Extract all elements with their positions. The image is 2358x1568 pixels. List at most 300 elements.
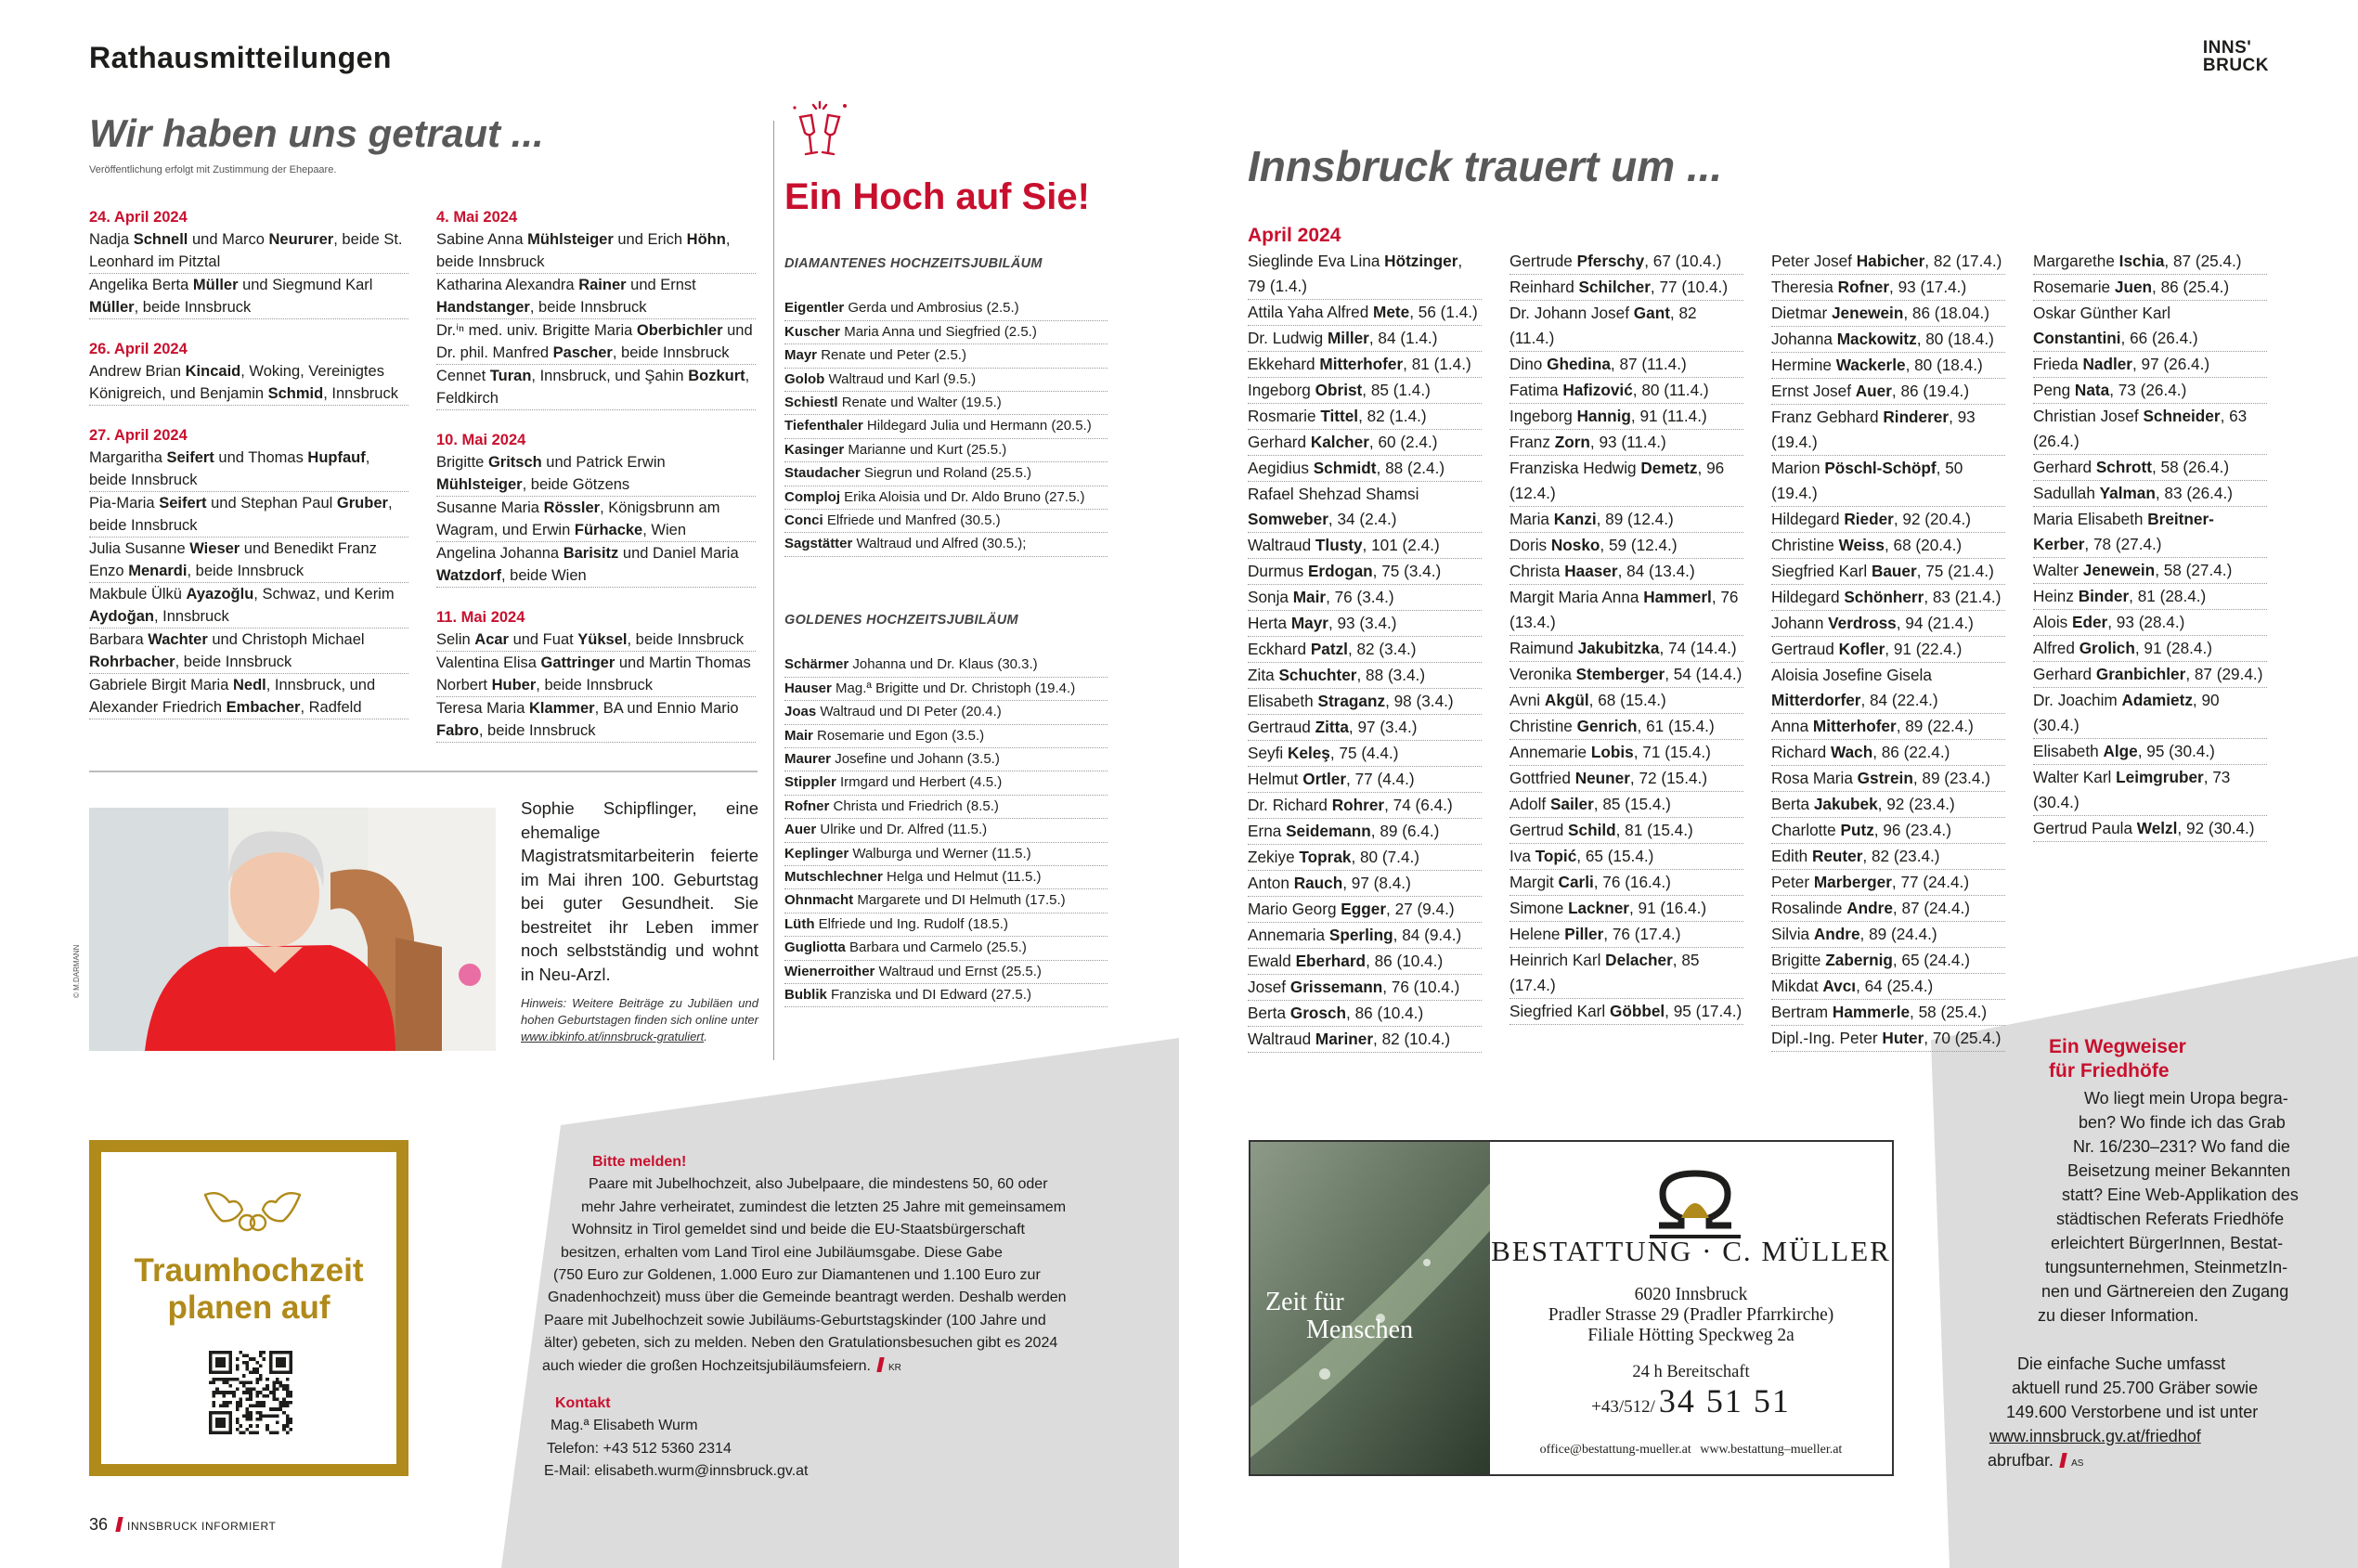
entry-text: , 75 (3.4.)	[1372, 562, 1442, 580]
name-bold: Auer	[1855, 382, 1892, 400]
entry-text: Walter	[2033, 561, 2083, 579]
name-bold: Nata	[2074, 381, 2110, 399]
entry-text: Ingeborg	[1248, 381, 1315, 399]
entry-text: Fatima	[1509, 381, 1563, 399]
bitte-melden-text	[544, 1173, 1138, 1380]
ad-email[interactable]: office@bestattung-mueller.at	[1539, 1443, 1691, 1457]
deceased-entry	[2033, 378, 2267, 404]
kontakt-label: Kontakt	[555, 1395, 611, 1411]
entry-text: Ekkehard	[1248, 355, 1320, 373]
entry-text: Maria	[1509, 510, 1554, 528]
wedding-entry	[89, 583, 408, 628]
couple-names: Irmgard und Herbert (4.5.)	[836, 774, 1003, 791]
entry-text: , 91 (11.4.)	[1630, 407, 1707, 425]
traum-line-2: planen auf	[167, 1289, 330, 1326]
deceased-entry	[1771, 637, 2005, 663]
deceased-entry	[2033, 610, 2267, 636]
wedding-entry	[436, 652, 756, 697]
name-bold: Mühlsteiger	[436, 476, 523, 493]
deceased-entry	[1248, 300, 1482, 326]
deceased-entry	[1248, 249, 1482, 300]
entry-text: Simone	[1509, 899, 1569, 917]
entry-text: , 54 (14.4.)	[1665, 665, 1743, 683]
name-bold: Barisitz	[563, 545, 619, 562]
entry-text: , Radfeld	[300, 699, 362, 716]
deceased-entry	[1248, 430, 1482, 456]
entry-text: , beide Wien	[500, 567, 587, 584]
deceased-entry	[1509, 714, 1743, 740]
deceased-entry	[1248, 559, 1482, 585]
deceased-entry	[1771, 327, 2005, 353]
bitte-melden-block	[544, 1151, 1138, 1380]
logo-line-1: INNS'	[2202, 38, 2252, 58]
entry-text: Anton	[1248, 874, 1294, 892]
deceased-entry	[1248, 897, 1482, 923]
couple-names: Renate und Walter (19.5.)	[837, 395, 1002, 411]
couple-names: Christa und Friedrich (8.5.)	[829, 797, 999, 814]
entry-text: , Feldkirch	[436, 368, 750, 407]
deceased-entry	[1771, 974, 2005, 1000]
entry-text: Angelina Johanna	[436, 545, 564, 562]
deceased-entry	[2033, 816, 2267, 842]
deceased-entry	[1248, 1001, 1482, 1027]
wedding-entry	[436, 228, 756, 274]
entry-text: Katharina Alexandra	[436, 277, 579, 293]
wedding-date: 4. Mai 2024	[436, 209, 518, 226]
name-bold: Bozkurt	[688, 368, 745, 384]
entry-text: , 97 (3.4.)	[1348, 718, 1418, 736]
wegweiser-line: zu dieser Information.	[2038, 1306, 2199, 1325]
ad-city: 6020 Innsbruck	[1634, 1285, 1748, 1304]
name-bold: Zorn	[1554, 433, 1590, 451]
name-bold: Egger	[1341, 900, 1387, 918]
name-bold: Marberger	[1813, 873, 1892, 891]
hinweis-text: Hinweis: Weitere Beiträge zu Jubiläen und hohen Geburtstagen finden sich online unter	[521, 996, 758, 1027]
entry-text: , 86 (19.4.)	[1891, 382, 1970, 400]
name-bold: Mariner	[1315, 1030, 1374, 1048]
entry-text: Annemaria	[1248, 926, 1329, 944]
entry-text: , beide Innsbruck	[627, 631, 745, 648]
ad-phone-prefix: +43/512/	[1591, 1397, 1655, 1417]
jubilee-list	[784, 253, 1108, 1007]
deceased-entry	[2033, 584, 2267, 610]
qr-code[interactable]	[209, 1351, 292, 1434]
name-bold: Eder	[2072, 613, 2108, 631]
entry-text: , 91 (16.4.)	[1628, 899, 1707, 917]
couple-names: Gerda und Ambrosius (2.5.)	[844, 300, 1019, 317]
jubilee-entry	[784, 344, 1108, 368]
kontakt-phone: Telefon: +43 512 5360 2314	[547, 1440, 732, 1457]
entry-text: Christine	[1771, 536, 1839, 554]
entry-text: , 88 (2.4.)	[1376, 459, 1445, 477]
entry-text: , 101 (2.4.)	[1362, 536, 1440, 554]
deceased-entry	[1509, 662, 1743, 688]
family-name: Lüth	[784, 915, 815, 932]
family-name: Eigentler	[784, 300, 845, 317]
family-name: Mutschlechner	[784, 868, 883, 885]
ad-branch: Filiale Hötting Speckweg 2a	[1587, 1326, 1794, 1345]
entry-text: Gerhard	[2033, 665, 2096, 683]
column-divider	[773, 121, 774, 1060]
entry-text: , 95 (30.4.)	[2137, 742, 2215, 760]
entry-text: und Benedikt Franz Enzo	[89, 540, 377, 579]
entry-text: , 96 (12.4.)	[1509, 459, 1725, 502]
name-bold: Göbbel	[1609, 1002, 1665, 1020]
wegweiser-line: abrufbar. AS	[1988, 1451, 2084, 1470]
entry-text: , 93 (11.4.)	[1589, 433, 1666, 451]
family-name: Golob	[784, 370, 825, 387]
entry-text: , 70 (25.4.)	[1924, 1029, 2002, 1047]
name-bold: Patzl	[1310, 640, 1348, 658]
entry-text: , beide Innsbruck	[89, 495, 393, 534]
name-bold: Erdogan	[1307, 562, 1373, 580]
entry-text: Avni	[1509, 691, 1545, 709]
deceased-entry	[1771, 766, 2005, 792]
deceased-entry	[1509, 740, 1743, 766]
deceased-entry	[1248, 404, 1482, 430]
entry-text: und Dr. phil. Manfred	[436, 322, 753, 361]
deceased-entry	[1248, 975, 1482, 1001]
entry-text: , 67 (10.4.)	[1644, 252, 1722, 270]
kontakt-name: Mag.ª Elisabeth Wurm	[551, 1418, 698, 1434]
entry-text: Theresia	[1771, 278, 1838, 296]
entry-text: Bertram	[1771, 1003, 1833, 1021]
entry-text: und Thomas	[214, 449, 308, 466]
name-bold: Grissemann	[1289, 978, 1383, 996]
entry-text: , Woking, Vereinigtes Königreich, und Benjamin	[89, 363, 384, 402]
jubilee-entry	[784, 392, 1108, 415]
ad-phone	[1490, 1381, 1892, 1420]
name-bold: Akgül	[1544, 691, 1589, 709]
ad-contact	[1490, 1443, 1892, 1458]
deceased-entry	[2033, 481, 2267, 507]
deceased-entry	[1771, 405, 2005, 456]
name-bold: Jenewein	[2082, 561, 2156, 579]
ad-tagline-1: Zeit für	[1265, 1288, 1344, 1316]
family-name: Keplinger	[784, 845, 849, 862]
entry-text: , beide Innsbruck	[612, 344, 730, 361]
entry-text: Aegidius	[1248, 459, 1314, 477]
wegweiser-line: Die einfache Suche umfasst	[2017, 1354, 2226, 1373]
couple-names: Ulrike und Dr. Alfred (11.5.)	[816, 822, 988, 838]
name-bold: Sailer	[1549, 795, 1594, 813]
entry-text: , 83 (26.4.)	[2155, 484, 2233, 502]
entry-text: , 86 (18.04.)	[1903, 304, 1990, 322]
name-bold: Pöschl-Schöpf	[1824, 459, 1937, 477]
name-bold: Avcı	[1822, 977, 1857, 995]
entry-text: , beide Innsbruck	[536, 677, 653, 693]
entry-text: und Ernst	[626, 277, 696, 293]
deceased-entry	[1771, 379, 2005, 405]
publication-name: INNSBRUCK INFORMIERT	[127, 1520, 277, 1533]
jubilee-entry	[784, 961, 1108, 984]
couple-names: Siegrun und Roland (25.5.)	[860, 465, 1031, 482]
entry-text: , Wien	[642, 522, 686, 538]
entry-text: Angelika Berta	[89, 277, 193, 293]
name-bold: Habicher	[1856, 252, 1925, 270]
name-bold: Jakubek	[1813, 795, 1878, 813]
name-bold: Menardi	[128, 563, 188, 579]
entry-text: Brigitte	[436, 454, 488, 471]
married-note: Veröffentlichung erfolgt mit Zustimmung der Ehepaare.	[89, 164, 337, 175]
jubilee-entry	[784, 843, 1108, 866]
wegweiser-title-2: für Friedhöfe	[2049, 1060, 2170, 1082]
entry-text: , 85 (15.4.)	[1593, 795, 1671, 813]
entry-text: , 92 (23.4.)	[1877, 795, 1955, 813]
wedding-date: 26. April 2024	[89, 341, 188, 357]
author-sign: AS	[2071, 1458, 2084, 1469]
entry-text: , 92 (30.4.)	[2177, 819, 2255, 837]
entry-text: , 76 (13.4.)	[1509, 588, 1739, 631]
month-heading: April 2024	[1248, 225, 1341, 246]
entry-text: , Innsbruck, und Şahin	[531, 368, 689, 384]
entry-text: Margit Maria Anna	[1509, 588, 1644, 606]
entry-text: Makbule Ülkü	[89, 586, 187, 603]
name-bold: Mühlsteiger	[527, 231, 614, 248]
deceased-entry	[1771, 714, 2005, 740]
entry-text: Pia-Maria	[89, 495, 160, 512]
name-bold: Schild	[1568, 821, 1616, 839]
entry-text: Cennet	[436, 368, 490, 384]
mourns-column-1	[1248, 249, 1482, 1053]
entry-text: , 80 (11.4.)	[1632, 381, 1709, 399]
name-bold: Straganz	[1317, 692, 1386, 710]
deceased-entry	[1771, 818, 2005, 844]
deceased-entry	[1509, 585, 1743, 636]
ad-service: 24 h Bereitschaft	[1632, 1363, 1750, 1381]
entry-text: , 80 (18.4.)	[1916, 330, 1994, 348]
jubilee-entry	[784, 297, 1108, 320]
entry-text: , 81 (1.4.)	[1403, 355, 1471, 373]
gratuliert-link[interactable]: www.ibkinfo.at/innsbruck-gratuliert	[521, 1030, 705, 1043]
melden-line: besitzen, erhalten vom Land Tirol eine Jubiläumsgabe. Diese Gabe	[561, 1244, 1003, 1261]
entry-text: Alois	[2033, 613, 2073, 631]
name-bold: Mayr	[1290, 614, 1328, 632]
deceased-entry	[1509, 275, 1743, 301]
family-name: Hauser	[784, 680, 832, 696]
jubilee-entry	[784, 510, 1108, 533]
entry-text: , 98 (3.4.)	[1385, 692, 1454, 710]
page-footer	[89, 1515, 276, 1535]
entry-text: , 81 (28.4.)	[2129, 587, 2207, 605]
name-bold: Miller	[1327, 329, 1369, 347]
entry-text: Valentina Elisa	[436, 654, 541, 671]
name-bold: Fabro	[436, 722, 479, 739]
entry-text: , beide Innsbruck	[436, 231, 731, 270]
entry-text: und Patrick Erwin	[541, 454, 666, 471]
family-name: Gugliotta	[784, 940, 846, 956]
deceased-entry	[1771, 301, 2005, 327]
entry-text: und Daniel Maria	[618, 545, 739, 562]
wegweiser-line: aktuell rund 25.700 Gräber sowie	[2012, 1379, 2259, 1397]
deceased-entry	[2033, 688, 2267, 739]
name-bold: Wackerle	[1835, 356, 1906, 374]
entry-text: , 81 (15.4.)	[1615, 821, 1693, 839]
jubilee-entry	[784, 889, 1108, 913]
couple-names: Mag.ª Brigitte und Dr. Christoph (19.4.)	[831, 680, 1076, 696]
entry-text: , 97 (26.4.)	[2132, 355, 2210, 373]
entry-text: Andrew Brian	[89, 363, 186, 380]
entry-text: , 96 (23.4.)	[1873, 821, 1951, 839]
entry-text: Waltraud	[1248, 1030, 1315, 1048]
couple-names: Elfriede und Ing. Rudolf (18.5.)	[814, 915, 1008, 932]
jubilee-entry	[784, 321, 1108, 344]
deceased-entry	[1248, 326, 1482, 352]
mourns-column-4	[2033, 249, 2267, 842]
name-bold: Welzl	[2136, 819, 2178, 837]
entry-text: Dr. Joachim	[2033, 691, 2122, 709]
entry-text: , 91 (28.4.)	[2134, 639, 2212, 657]
name-bold: Rieder	[1844, 510, 1894, 528]
deceased-entry	[1248, 663, 1482, 689]
jubilee-entry	[784, 462, 1108, 486]
name-bold: Müller	[89, 299, 135, 316]
name-bold: Watzdorf	[436, 567, 501, 584]
name-bold: Mitterhofer	[1812, 717, 1897, 735]
entry-text: , 50 (19.4.)	[1771, 459, 1963, 502]
entry-text: Edith	[1771, 847, 1812, 865]
entry-text: Dr. Johann Josef	[1509, 304, 1634, 322]
entry-text: Rosmarie	[1248, 407, 1321, 425]
traumhochzeit-title	[101, 1252, 396, 1327]
entry-text: , 76 (16.4.)	[1593, 873, 1671, 891]
entry-text: Herta	[1248, 614, 1291, 632]
couple-names: Helga und Helmut (11.5.)	[882, 868, 1042, 885]
entry-text: , 93 (28.4.)	[2107, 613, 2185, 631]
wedding-entry	[89, 674, 408, 719]
jubilee-entry	[784, 701, 1108, 724]
name-bold: Hupfauf	[307, 449, 366, 466]
entry-text: , 93 (17.4.)	[1889, 278, 1967, 296]
entry-text: , 87 (24.4.)	[1892, 899, 1971, 917]
name-bold: Turan	[489, 368, 532, 384]
deceased-entry	[2033, 352, 2267, 378]
name-bold: Rössler	[543, 499, 601, 516]
family-name: Mair	[784, 727, 813, 744]
wegweiser-title-1: Ein Wegweiser	[2049, 1036, 2186, 1057]
entry-text: Erna	[1248, 822, 1287, 840]
wegweiser-line: Beisetzung meiner Bekannten	[2067, 1161, 2291, 1180]
entry-text: Siegfried Karl	[1509, 1002, 1610, 1020]
jubilee-entry	[784, 984, 1108, 1007]
deceased-entry	[1248, 845, 1482, 871]
entry-text: Josef	[1248, 978, 1290, 996]
entry-text: Peng	[2033, 381, 2075, 399]
entry-text: Julia Susanne	[89, 540, 190, 557]
friedhof-link[interactable]: www.innsbruck.gv.at/friedhof	[1989, 1427, 2201, 1445]
deceased-entry	[1771, 844, 2005, 870]
entry-text: , 87 (29.4.)	[2185, 665, 2263, 683]
jubilee-entry	[784, 819, 1108, 842]
name-bold: Andre	[1846, 899, 1893, 917]
entry-text: Alfred	[2033, 639, 2079, 657]
entry-text: Gertraud	[1771, 640, 1839, 658]
family-name: Joas	[784, 704, 817, 720]
ad-web[interactable]: www.bestattung–mueller.at	[1700, 1443, 1843, 1457]
page-number: 36	[89, 1515, 109, 1534]
name-bold: Ghedina	[1547, 355, 1611, 373]
deceased-entry	[1771, 456, 2005, 507]
name-bold: Yalman	[2099, 484, 2156, 502]
name-bold: Gruber	[336, 495, 388, 512]
wedding-entry	[89, 628, 408, 674]
entry-text: und Christoph Michael	[207, 631, 365, 648]
deceased-entry	[1771, 870, 2005, 896]
entry-text: Mario Georg	[1248, 900, 1341, 918]
wedding-entry	[89, 492, 408, 538]
name-bold: Putz	[1840, 821, 1874, 839]
melden-line: (750 Euro zur Goldenen, 1.000 Euro zur Diamantenen und 1.100 Euro zur	[553, 1267, 1041, 1284]
family-name: Kuscher	[784, 323, 841, 340]
entry-text: , 80 (18.4.)	[1905, 356, 1983, 374]
name-bold: Ortler	[1302, 770, 1347, 788]
champagne-glasses-icon	[789, 97, 850, 163]
bitte-melden-label: Bitte melden!	[592, 1154, 687, 1170]
name-bold: Constantini	[2033, 329, 2121, 347]
entry-text: Berta	[1248, 1004, 1290, 1022]
name-bold: Andre	[1813, 925, 1860, 943]
couple-names: Barbara und Carmelo (25.5.)	[845, 940, 1027, 956]
name-bold: Nosko	[1550, 536, 1600, 554]
entry-text: und Martin Thomas Norbert	[436, 654, 751, 693]
name-bold: Acar	[474, 631, 509, 648]
entry-text: , 89 (24.4.)	[1859, 925, 1937, 943]
name-bold: Hannig	[1576, 407, 1631, 425]
section-separator	[89, 771, 758, 772]
deceased-entry	[2033, 275, 2267, 301]
name-bold: Lobis	[1590, 743, 1634, 761]
entry-text: , 59 (12.4.)	[1600, 536, 1678, 554]
deceased-entry	[2033, 636, 2267, 662]
entry-text: , 82 (10.4.)	[1373, 1030, 1451, 1048]
name-bold: Rauch	[1293, 874, 1343, 892]
entry-text: , 80 (7.4.)	[1351, 848, 1419, 866]
entry-text: , 93 (3.4.)	[1328, 614, 1397, 632]
entry-text: , 68 (15.4.)	[1588, 691, 1666, 709]
jubilee-entry	[784, 415, 1108, 438]
melden-line: mehr Jahre verheiratet, zumindest die letzten 25 Jahre mit gemeinsamem	[581, 1199, 1067, 1215]
family-name: Staudacher	[784, 465, 861, 482]
entry-text: Veronika	[1509, 665, 1576, 683]
family-name: Schiestl	[784, 395, 838, 411]
portrait-photo	[89, 808, 496, 1051]
entry-text: , 27 (9.4.)	[1386, 900, 1455, 918]
entry-text: , 84 (22.4.)	[1860, 691, 1938, 709]
entry-text: Dietmar	[1771, 304, 1832, 322]
name-bold: Jenewein	[1831, 304, 1904, 322]
family-name: Rofner	[784, 797, 830, 814]
entry-text: , 75 (21.4.)	[1916, 562, 1994, 580]
section-title: Rathausmitteilungen	[89, 41, 392, 74]
entry-text: Sadullah	[2033, 484, 2100, 502]
wedding-entry	[89, 274, 408, 319]
family-name: Stippler	[784, 774, 836, 791]
entry-text: Seyfi	[1248, 744, 1288, 762]
name-bold: Ischia	[2118, 252, 2165, 270]
deceased-entry	[1509, 456, 1743, 507]
wegweiser-text	[1988, 1086, 2299, 1476]
wedding-entry	[436, 365, 756, 410]
name-bold: Lackner	[1568, 899, 1629, 917]
deceased-entry	[2033, 404, 2267, 455]
hinweis-note	[521, 995, 758, 1045]
wedding-entry	[436, 497, 756, 542]
entry-text: , 74 (6.4.)	[1384, 796, 1453, 814]
name-bold: Mitterdorfer	[1771, 691, 1861, 709]
name-bold: Juen	[2114, 278, 2153, 296]
deceased-entry	[1771, 792, 2005, 818]
jubilee-entry	[784, 678, 1108, 701]
